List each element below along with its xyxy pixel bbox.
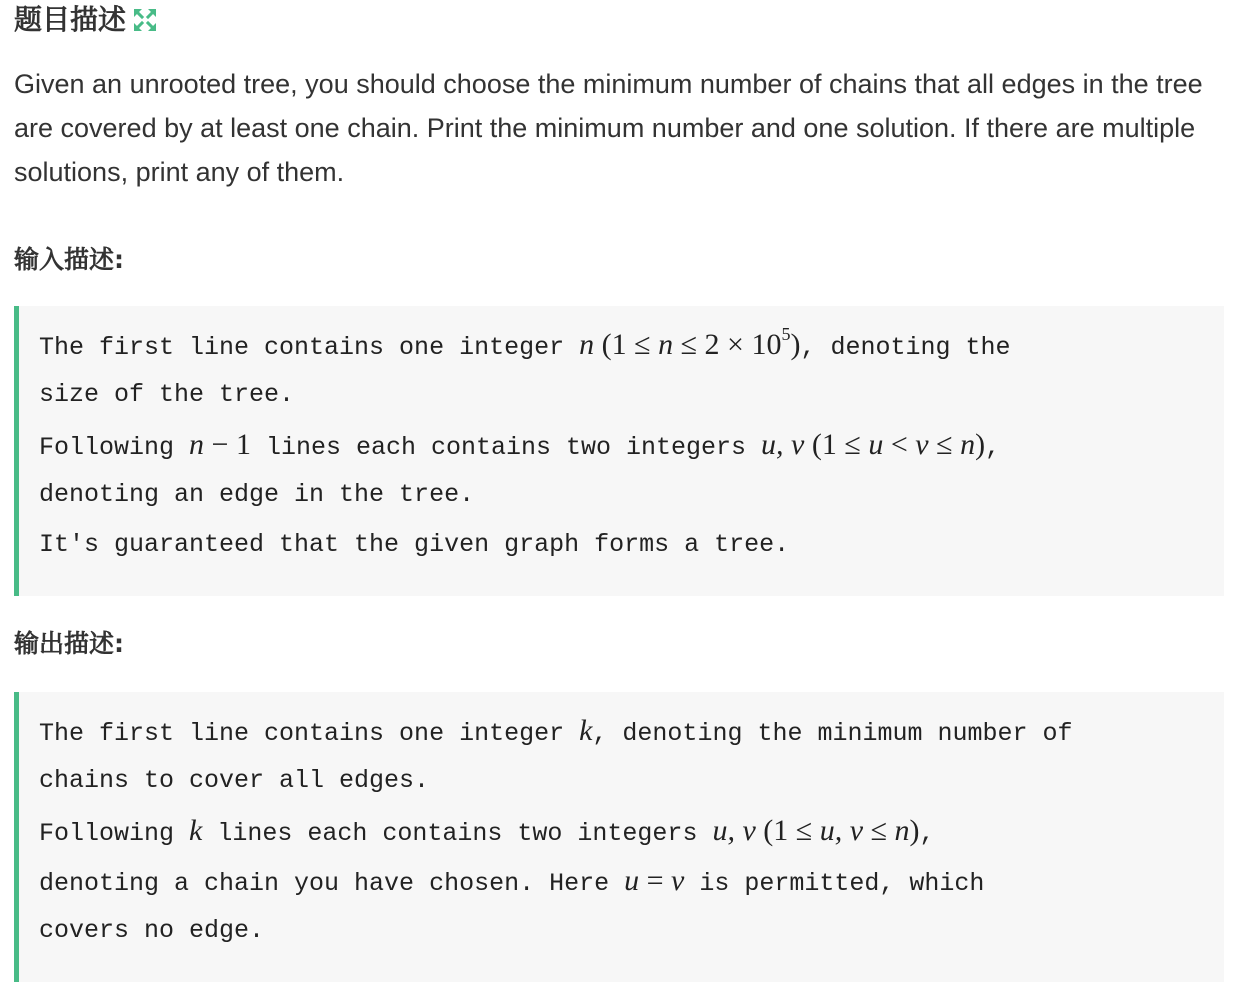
- output-description-block: [14, 692, 1224, 982]
- text: The first line contains one integer: [39, 333, 580, 362]
- math-exponent: 5: [781, 324, 791, 344]
- math: ): [909, 814, 920, 847]
- text: lines each contains two integers: [250, 433, 762, 462]
- math-v: v: [671, 864, 685, 897]
- input-line-1: [39, 320, 1224, 370]
- math-v: v: [915, 428, 929, 461]
- math-n: n: [960, 428, 976, 461]
- math: (1 ≤: [594, 328, 659, 361]
- output-line-1: [39, 706, 1224, 756]
- text: Following: [39, 819, 190, 848]
- math: ≤: [863, 814, 895, 847]
- text: The first line contains one integer: [39, 719, 580, 748]
- expand-arrows-icon[interactable]: [132, 7, 158, 33]
- math: (1 ≤: [804, 428, 869, 461]
- output-line-3: [39, 806, 1224, 856]
- math-n: n: [658, 328, 674, 361]
- math-k: k: [189, 814, 203, 847]
- math: <: [883, 428, 916, 461]
- input-line-4: denoting an edge in the tree.: [39, 480, 475, 509]
- input-line-3: [39, 420, 1224, 470]
- math-u: u: [624, 864, 640, 897]
- text: ,: [985, 433, 1001, 462]
- problem-description: Given an unrooted tree, you should choose the minimum number of chains that all edges in the tree are covered by at least one chain. Print the minimum number and one solution. If there are multiple solutions, print any of them.: [14, 69, 1203, 187]
- input-description-block: [14, 306, 1224, 596]
- output-line-5: covers no edge.: [39, 916, 265, 945]
- math-uv: u, v: [712, 814, 756, 847]
- text: ,: [919, 819, 935, 848]
- math: (1 ≤: [755, 814, 820, 847]
- text: Following: [39, 433, 190, 462]
- math-n: n: [189, 428, 205, 461]
- math: ≤: [928, 428, 961, 461]
- output-line-2: chains to cover all edges.: [39, 766, 430, 795]
- math-uv: u, v: [819, 814, 864, 847]
- math-n: n: [894, 814, 910, 847]
- math-uv: u, v: [761, 428, 805, 461]
- output-line-4: [39, 856, 1224, 906]
- text: lines each contains two integers: [202, 819, 713, 848]
- title-row: [14, 2, 158, 38]
- text: is permitted, which: [684, 869, 985, 898]
- text: , denoting the: [800, 333, 1011, 362]
- math: ): [975, 428, 986, 461]
- math-n: n: [579, 328, 595, 361]
- math-u: u: [868, 428, 884, 461]
- math: ≤ 2 × 10: [673, 328, 782, 361]
- math: =: [639, 864, 672, 897]
- math: − 1: [204, 428, 251, 461]
- input-line-2: size of the tree.: [39, 380, 295, 409]
- text: denoting a chain you have chosen. Here: [39, 869, 625, 898]
- math: ): [790, 328, 801, 361]
- input-heading: 输入描述:: [14, 245, 124, 274]
- page-title: 题目描述: [14, 3, 127, 36]
- input-line-5: It's guaranteed that the given graph forms a tree.: [39, 530, 790, 559]
- text: , denoting the minimum number of: [592, 719, 1073, 748]
- math-k: k: [579, 714, 593, 747]
- output-heading: 输出描述:: [14, 629, 124, 658]
